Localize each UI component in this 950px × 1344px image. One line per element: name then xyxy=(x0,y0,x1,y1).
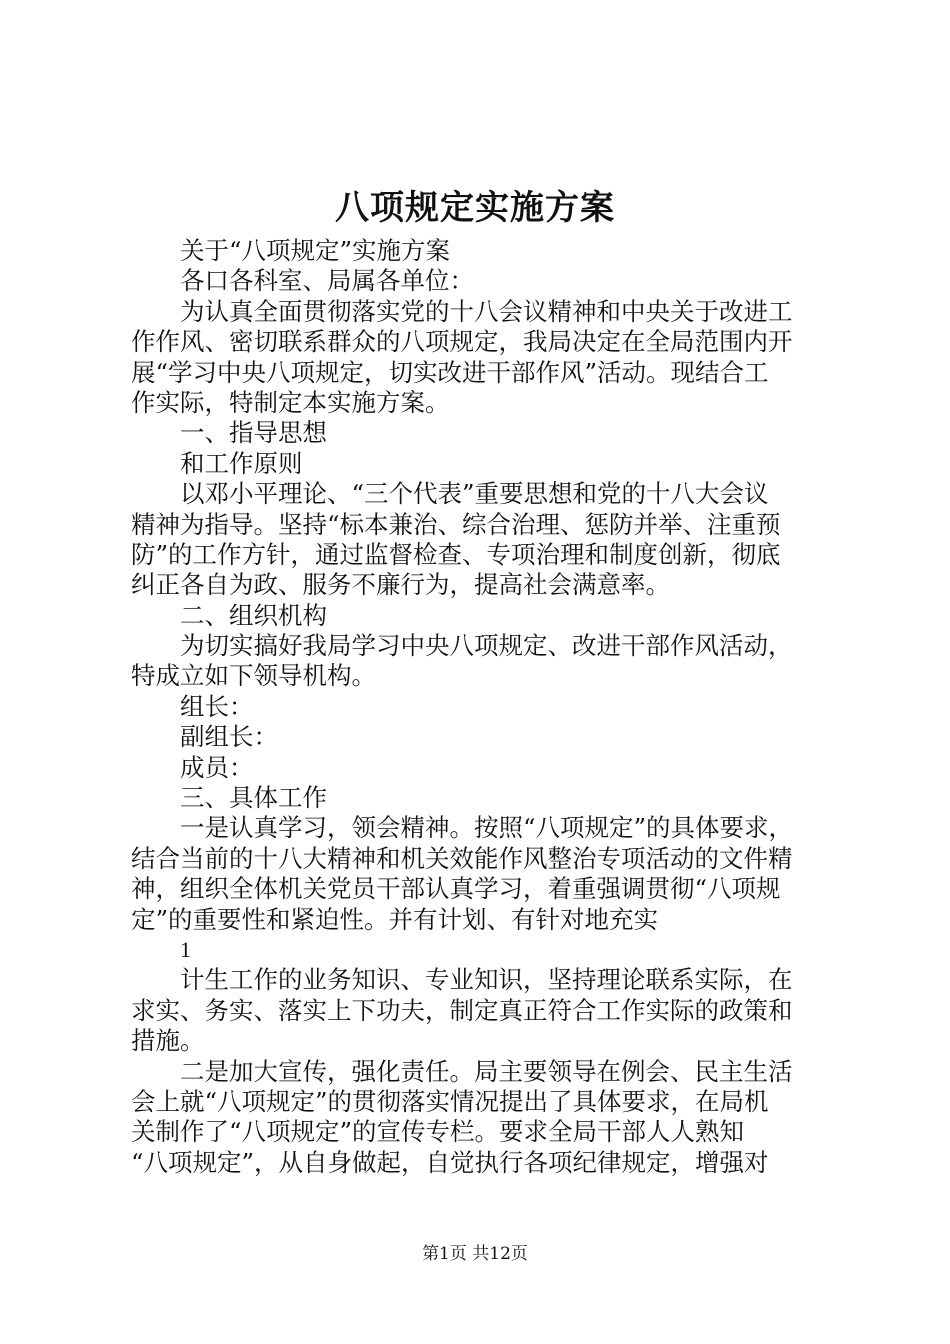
paragraph-line: 求实、务实、落实上下功夫，制定真正符合工作实际的政策和 xyxy=(131,995,793,1025)
page-footer: 第1页 共12页 xyxy=(422,1244,528,1264)
paragraph-line: “八项规定”，从自身做起，自觉执行各项纪律规定，增强对 xyxy=(131,1147,769,1177)
paragraph-line: 二是加大宣传，强化责任。局主要领导在例会、民主生活 xyxy=(180,1056,793,1086)
inline-page-number: 1 xyxy=(180,936,191,962)
paragraph-line: 为认真全面贯彻落实党的十八会议精神和中央关于改进工 xyxy=(180,296,793,326)
paragraph-line: 一是认真学习，领会精神。按照“八项规定”的具体要求， xyxy=(180,813,794,843)
member-field: 组长： xyxy=(180,691,254,721)
paragraph-line: 措施。 xyxy=(131,1026,205,1056)
member-field: 成员： xyxy=(180,752,254,782)
paragraph-line: 展“学习中央八项规定，切实改进干部作风”活动。现结合工 xyxy=(131,357,769,387)
section-heading: 和工作原则 xyxy=(180,448,303,478)
paragraph-line: 关制作了“八项规定”的宣传专栏。要求全局干部人人熟知 xyxy=(131,1117,745,1147)
paragraph-line: 以邓小平理论、“三个代表”重要思想和党的十八大会议 xyxy=(180,479,769,509)
paragraph-line: 纠正各自为政、服务不廉行为，提高社会满意率。 xyxy=(131,570,670,600)
paragraph-line: 结合当前的十八大精神和机关效能作风整治专项活动的文件精 xyxy=(131,843,793,873)
document-subtitle: 关于“八项规定”实施方案 xyxy=(180,236,451,265)
section-heading: 一、指导思想 xyxy=(180,418,327,448)
section-heading: 二、组织机构 xyxy=(180,600,327,630)
member-field: 副组长： xyxy=(180,722,278,752)
paragraph-line: 特成立如下领导机构。 xyxy=(131,661,376,691)
section-heading: 三、具体工作 xyxy=(180,783,327,813)
paragraph-line: 作实际，特制定本实施方案。 xyxy=(131,387,450,417)
paragraph-line: 定”的重要性和紧迫性。并有计划、有针对地充实 xyxy=(131,904,659,934)
document-body xyxy=(131,236,831,1178)
paragraph-line: 神，组织全体机关党员干部认真学习，着重强调贯彻“八项规 xyxy=(131,874,781,904)
paragraph-line: 防”的工作方针，通过监督检查、专项治理和制度创新，彻底 xyxy=(131,539,781,569)
paragraph-line: 计生工作的业务知识、专业知识，坚持理论联系实际，在 xyxy=(180,965,793,995)
salutation: 各口各科室、局属各单位： xyxy=(180,266,474,296)
paragraph-line: 为切实搞好我局学习中央八项规定、改进干部作风活动， xyxy=(180,631,793,661)
paragraph-line: 精神为指导。坚持“标本兼治、综合治理、惩防并举、注重预 xyxy=(131,509,781,539)
document-title: 八项规定实施方案 xyxy=(335,188,615,228)
paragraph-line: 会上就“八项规定”的贯彻落实情况提出了具体要求，在局机 xyxy=(131,1086,769,1116)
paragraph-line: 作作风、密切联系群众的八项规定，我局决定在全局范围内开 xyxy=(131,327,793,357)
